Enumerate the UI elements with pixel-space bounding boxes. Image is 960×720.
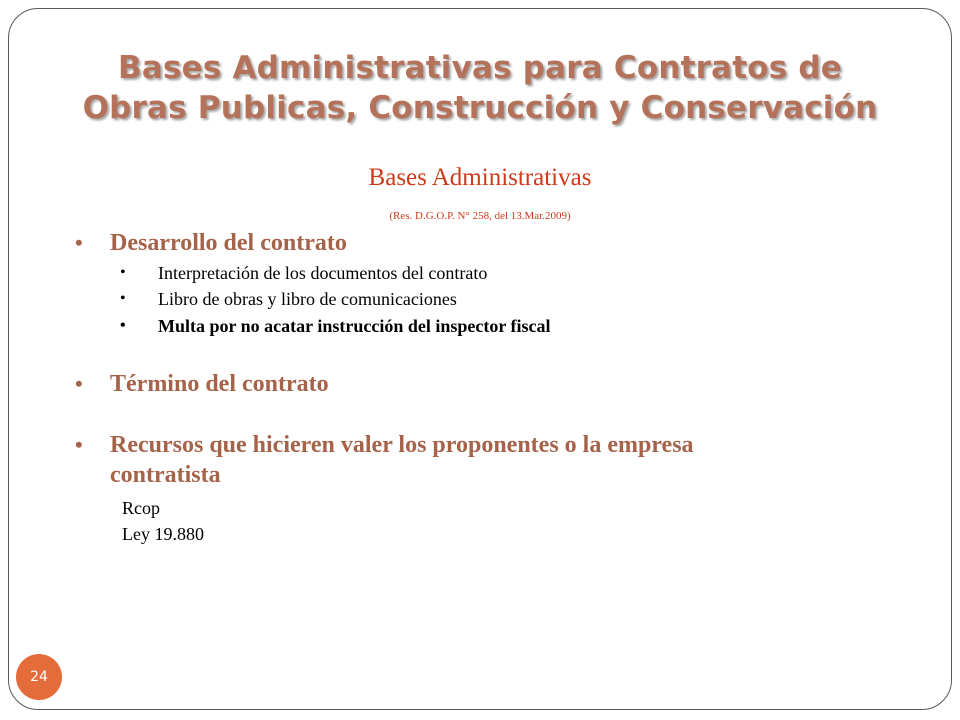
sub-bullet-label: Multa por no acatar instrucción del inspector fiscal xyxy=(158,316,551,336)
section-subtitle: Bases Administrativas xyxy=(368,164,592,191)
sub-bullet-multa xyxy=(120,315,551,337)
bullet-desarrollo xyxy=(75,228,347,258)
bullet-label: Término del contrato xyxy=(110,371,329,397)
bullet-termino xyxy=(75,369,329,399)
note-rcop: Rcop xyxy=(122,498,160,518)
page-number-badge: 24 xyxy=(16,654,62,700)
bullet-label-line-1: Recursos que hicieren valer los proponentes o la empresa xyxy=(110,432,694,458)
bullet-dot: • xyxy=(120,290,126,307)
resolution-reference: (Res. D.G.O.P. N° 258, del 13.Mar.2009) xyxy=(389,210,571,222)
title-line-1: Bases Administrativas para Contratos de xyxy=(118,50,842,86)
sub-bullet-label: Libro de obras y libro de comunicaciones xyxy=(158,289,457,309)
bullet-dot: • xyxy=(75,371,83,396)
bullet-dot: • xyxy=(120,264,126,281)
bullet-recursos xyxy=(75,430,694,490)
sub-bullet-label: Interpretación de los documentos del contrato xyxy=(158,263,488,283)
bullet-label: Desarrollo del contrato xyxy=(110,230,347,256)
sub-bullet-interpretacion xyxy=(120,262,488,284)
note-ley: Ley 19.880 xyxy=(122,524,204,544)
sub-bullet-libro-obras xyxy=(120,288,457,310)
bullet-dot: • xyxy=(75,230,83,255)
bullet-label-line-2: contratista xyxy=(110,462,221,488)
title-line-2: Obras Publicas, Construcción y Conservación xyxy=(82,90,878,126)
slide-title xyxy=(20,48,940,128)
bullet-dot: • xyxy=(75,432,83,457)
bullet-dot: • xyxy=(120,317,126,334)
